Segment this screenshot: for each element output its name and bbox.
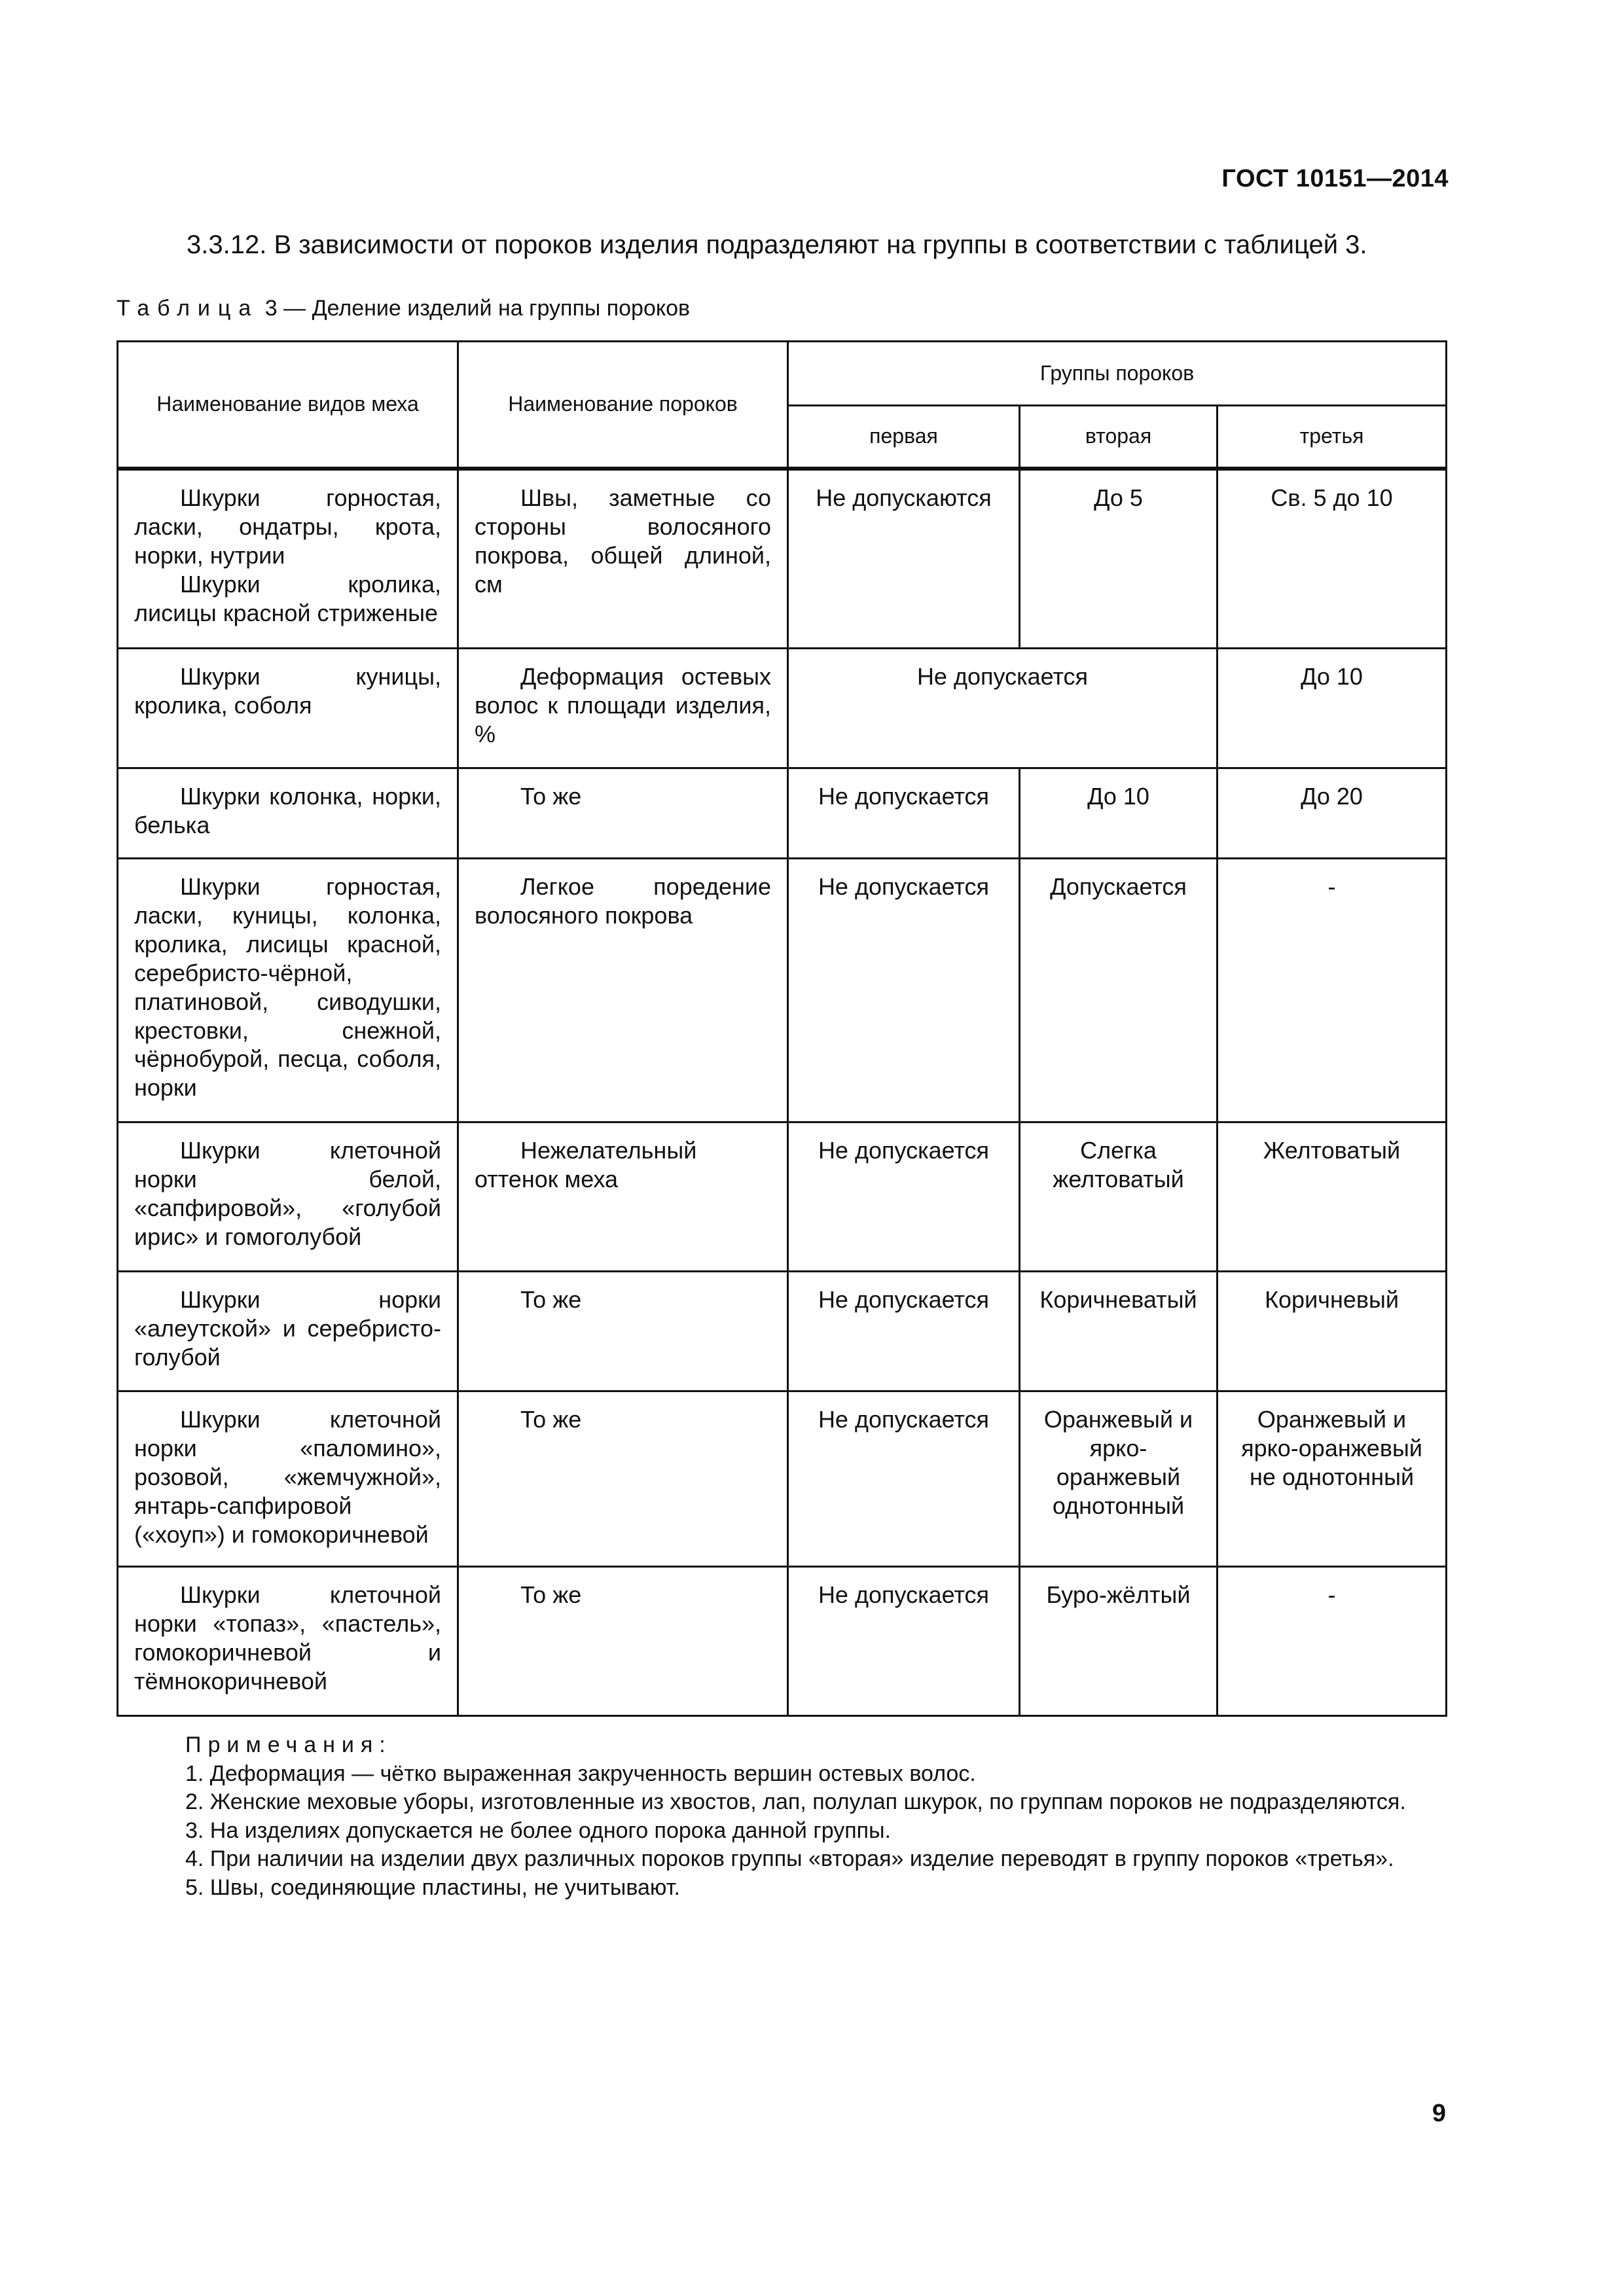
group-first-cell: Не допускается (788, 1391, 1020, 1567)
group-third-cell: Оранжевый и ярко-оранжевый не однотонный (1218, 1391, 1447, 1567)
fur-cell: Шкурки клеточной норки «топаз», «пастель», гомокоричневой и тёмнокоричневой (118, 1567, 458, 1716)
group-third-cell: Коричневый (1218, 1272, 1447, 1391)
fur-cell: Шкурки клеточной норки белой, «сапфировой», «голубой ирис» и гомоголубой (118, 1122, 458, 1272)
group-second-cell: Коричневатый (1020, 1272, 1218, 1391)
defect-cell: То же (458, 1391, 788, 1567)
group-first-cell: Не допускается (788, 859, 1020, 1122)
group-third-cell: - (1218, 859, 1447, 1122)
fur-cell: Шкурки норки «алеутской» и серебристо-голубой (118, 1272, 458, 1391)
group-second-cell: До 10 (1020, 768, 1218, 859)
table-row (118, 1122, 1447, 1272)
fur-text-2: Шкурки кролика, лисицы красной стриженые (134, 570, 441, 626)
table-caption-label: Таблица (117, 296, 259, 321)
group-first-second-cell: Не допускается (788, 649, 1218, 768)
header-defect-name: Наименование пороков (458, 342, 788, 469)
page-number: 9 (1432, 2100, 1446, 2127)
note-item: 3. На изделиях допускается не более одного порока данной группы. (185, 1818, 891, 1843)
fur-cell: Шкурки горностая, ласки, куницы, колонка, кролика, лисицы красной, серебристо-чёрной, платиновой, сиводушки, крестовки, снежной, чёрнобурой, песца, соболя, норки (118, 859, 458, 1122)
fur-text: Шкурки горностая, ласки, ондатры, крота, норки, нутрии (134, 484, 441, 569)
group-third-cell: Желтоватый (1218, 1122, 1447, 1272)
note-item: 1. Деформация — чётко выраженная закрученность вершин остевых волос. (185, 1761, 976, 1786)
group-third-cell: Св. 5 до 10 (1218, 469, 1447, 649)
header-group-first: первая (788, 406, 1020, 469)
defect-cell: То же (458, 1272, 788, 1391)
notes-section (117, 1731, 1445, 1902)
defect-cell: Деформация остевых волос к площади изделия, % (458, 649, 788, 768)
defect-cell: Нежелательный оттенок меха (458, 1122, 788, 1272)
defect-cell: То же (458, 768, 788, 859)
document-code: ГОСТ 10151—2014 (1221, 165, 1449, 192)
note-item: 2. Женские меховые уборы, изготовленные из хвостов, лап, полулап шкурок, по группам пороков не подразделяются. (185, 1789, 1406, 1815)
table-row (118, 768, 1447, 859)
group-first-cell: Не допускается (788, 1567, 1020, 1716)
group-third-cell: До 20 (1218, 768, 1447, 859)
group-second-cell: Слегка желтоватый (1020, 1122, 1218, 1272)
defect-groups-table (117, 340, 1447, 1717)
group-first-cell: Не допускается (788, 1272, 1020, 1391)
notes-title: Примечания: (185, 1732, 392, 1757)
table-row (118, 649, 1447, 768)
intro-paragraph: 3.3.12. В зависимости от пороков изделия подразделяют на группы в соответствии с таблицей 3. (187, 230, 1367, 259)
fur-cell (118, 469, 458, 649)
group-second-cell: Буро-жёлтый (1020, 1567, 1218, 1716)
header-fur-type: Наименование видов меха (118, 342, 458, 469)
group-second-cell: Допускается (1020, 859, 1218, 1122)
note-item: 4. При наличии на изделии двух различных пороков группы «вторая» изделие переводят в группу пороков «третья». (185, 1846, 1394, 1872)
header-group-third: третья (1218, 406, 1447, 469)
group-first-cell: Не допускаются (788, 469, 1020, 649)
header-defect-groups: Группы пороков (788, 342, 1447, 406)
table-caption-text: 3 — Деление изделий на группы пороков (264, 296, 691, 321)
defect-cell: Легкое поредение волосяного покрова (458, 859, 788, 1122)
group-second-cell: Оранжевый и ярко-оранжевый однотонный (1020, 1391, 1218, 1567)
table-row (118, 1272, 1447, 1391)
table-caption (117, 296, 690, 321)
defect-cell: То же (458, 1567, 788, 1716)
group-third-cell: - (1218, 1567, 1447, 1716)
table-row (118, 1567, 1447, 1716)
fur-cell: Шкурки колонка, норки, белька (118, 768, 458, 859)
table-row (118, 469, 1447, 649)
defect-cell: Швы, заметные со стороны волосяного покрова, общей длиной, см (458, 469, 788, 649)
header-group-second: вторая (1020, 406, 1218, 469)
table-row (118, 859, 1447, 1122)
fur-cell: Шкурки куницы, кролика, соболя (118, 649, 458, 768)
note-item: 5. Швы, соединяющие пластины, не учитывают. (185, 1874, 680, 1900)
group-second-cell: До 5 (1020, 469, 1218, 649)
table-row (118, 1391, 1447, 1567)
group-first-cell: Не допускается (788, 1122, 1020, 1272)
group-first-cell: Не допускается (788, 768, 1020, 859)
group-third-cell: До 10 (1218, 649, 1447, 768)
fur-cell: Шкурки клеточной норки «паломино», розовой, «жемчужной», янтарь-сапфировой («хоуп») и гомокоричневой (118, 1391, 458, 1567)
